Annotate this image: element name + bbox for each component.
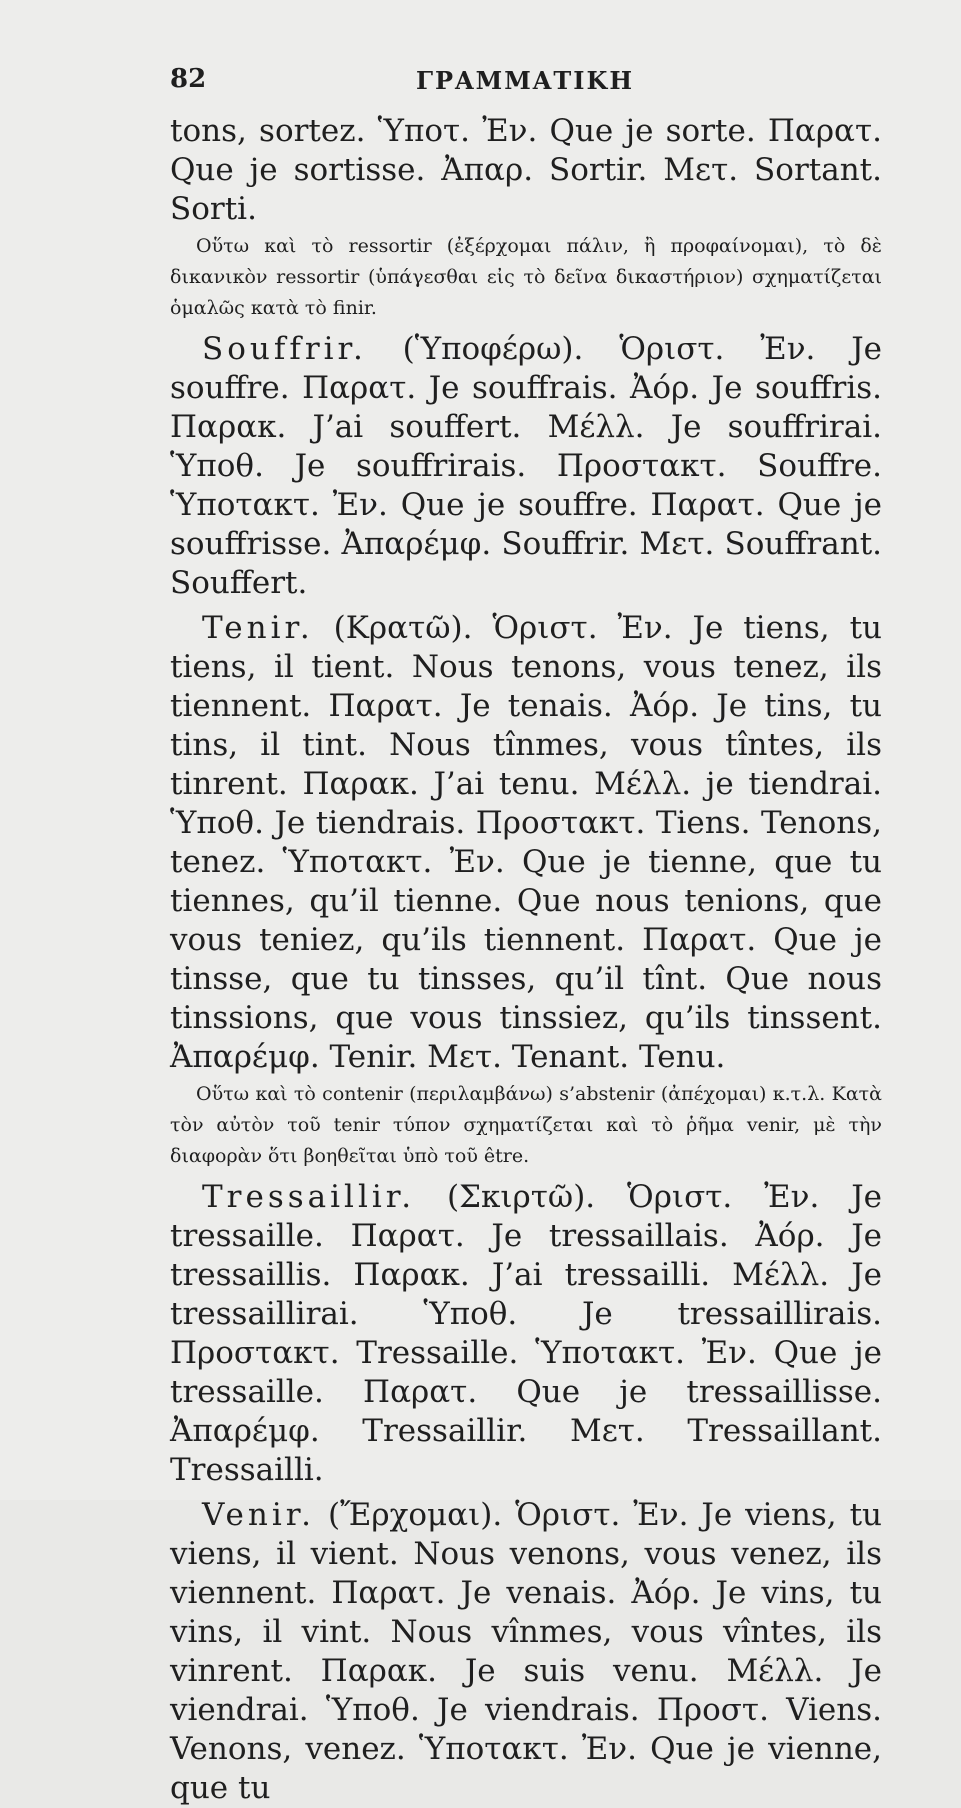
paragraph-sortir-end: tons, sortez. Ὑποτ. Ἐν. Que je sorte. Παρατ. Que je sortisse. Ἀπαρ. Sortir. Μετ. Sortant. Sorti. (170, 113, 882, 227)
page-number: 82 (170, 64, 207, 94)
paragraph-tenir-text: (Κρατῶ). Ὁριστ. Ἐν. Je tiens, tu tiens, il tient. Nous tenons, vous tenez, ils tiennent. Παρατ. Je tenais. Ἀόρ. Je tins, tu tins, il tint. Nous tînmes, vous tîntes, ils tinrent. Παρακ. J’ai tenu. Μέλλ. je tiendrai. Ὑποθ. Je tiendrais. Προστακτ. Tiens. Tenons, tenez. Ὑποτακτ. Ἐν. Que je tienne, que tu tiennes, qu’il tienne. Que nous tenions, que vous teniez, qu’ils tiennent. Παρατ. Que je tinsse, que tu tinsses, qu’il tînt. Que nous tinssions, que vous tinssiez, qu’ils tinssent. Ἀπαρέμφ. Tenir. Μετ. Tenant. Tenu. (170, 610, 882, 1075)
paragraph-tressaillir-text: (Σκιρτῶ). Ὁριστ. Ἐν. Je tressaille. Παρατ. Je tressaillais. Ἀόρ. Je tressaillis. Παρακ. J’ai tressailli. Μέλλ. Je tressaillirai. Ὑποθ. Je tressaillirais. Προστακτ. Tressaille. Ὑποτακτ. Ἐν. Que je tressaille. Παρατ. Que je tressaillisse. Ἀπαρέμφ. Tressaillir. Μετ. Tressaillant. Tressailli. (170, 1179, 882, 1488)
headword-souffrir: Souffrir. (202, 331, 367, 367)
headword-tressaillir: Tressaillir. (202, 1179, 416, 1215)
paragraph-souffrir-text: (Ὑποφέρω). Ὁριστ. Ἐν. Je souffre. Παρατ. Je souffrais. Ἀόρ. Je souffris. Παρακ. J’ai souffert. Μέλλ. Je souffrirai. Ὑποθ. Je souffrirais. Προστακτ. Souffre. Ὑποτακτ. Ἐν. Que je souffre. Παρατ. Que je souffrisse. Ἀπαρέμφ. Souffrir. Μετ. Souffrant. Souffert. (170, 331, 882, 601)
page-header (170, 64, 880, 98)
note-contenir: Οὕτω καὶ τὸ contenir (περιλαμβάνω) s’abstenir (ἀπέχομαι) κ.τ.λ. Κατὰ τὸν αὐτὸν τοῦ tenir τύπον σχηματίζεται καὶ τὸ ῥῆμα venir, μὲ τὴν διαφορὰν ὅτι βοηθεῖται ὑπὸ τοῦ être. (170, 1083, 882, 1167)
headword-tenir: Tenir. (202, 610, 314, 646)
paragraph-souffrir (170, 330, 882, 603)
page-body (170, 112, 882, 1808)
paragraph-venir-text: (Ἔρχομαι). Ὁριστ. Ἐν. Je viens, tu viens, il vient. Nous venons, vous venez, ils viennent. Παρατ. Je venais. Ἀόρ. Je vins, tu vins, il vint. Nous vînmes, vous vîntes, ils vinrent. Παρακ. Je suis venu. Μέλλ. Je viendrai. Ὑποθ. Je viendrais. Προστ. Viens. Venons, venez. Ὑποτακτ. Ἐν. Que je vienne, que tu (170, 1497, 882, 1806)
headword-venir: Venir. (202, 1497, 316, 1533)
note-ressortir: Οὕτω καὶ τὸ ressortir (ἐξέρχομαι πάλιν, ἢ προφαίνομαι), τὸ δὲ δικανικὸν ressortir (ὑπάγεσθαι εἰς τὸ δεῖνα δικαστήριον) σχηματίζεται ὁμαλῶς κατὰ τὸ finir. (170, 235, 882, 319)
paragraph-tenir (170, 609, 882, 1077)
paragraph-tressaillir (170, 1178, 882, 1490)
running-title: ΓΡΑΜΜΑΤΙΚΗ (415, 66, 635, 95)
paragraph-venir (170, 1496, 882, 1808)
